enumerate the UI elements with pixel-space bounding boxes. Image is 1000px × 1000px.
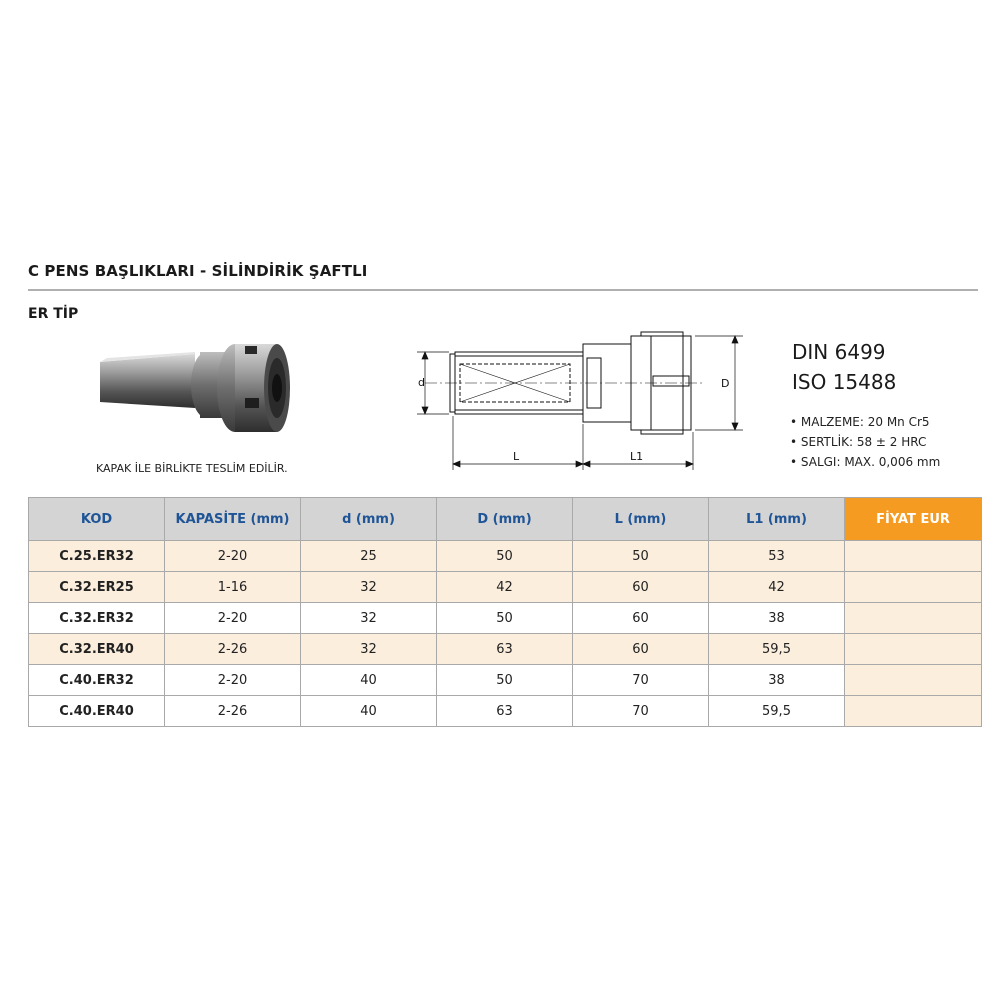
- cell-D: 42: [437, 572, 573, 603]
- cell-d: 25: [301, 541, 437, 572]
- cell-L1: 59,5: [709, 696, 845, 727]
- dim-label-L1: L1: [630, 450, 644, 463]
- spec-hardness: • SERTLİK: 58 ± 2 HRC: [790, 435, 927, 449]
- spec-material: • MALZEME: 20 Mn Cr5: [790, 415, 930, 429]
- cell-d: 40: [301, 696, 437, 727]
- cell-L1: 42: [709, 572, 845, 603]
- table-row: [29, 541, 982, 572]
- cell-L: 70: [573, 665, 709, 696]
- cell-price: [845, 665, 982, 696]
- product-caption: KAPAK İLE BİRLİKTE TESLİM EDİLİR.: [96, 462, 288, 475]
- table-row: [29, 696, 982, 727]
- page-title: C PENS BAŞLIKLARI - SİLİNDİRİK ŞAFTLI: [28, 262, 368, 280]
- cell-L: 60: [573, 572, 709, 603]
- title-divider: [28, 289, 978, 291]
- cell-d: 32: [301, 603, 437, 634]
- collet-chuck-photo: [95, 340, 295, 450]
- dim-label-L: L: [513, 450, 520, 463]
- cell-code: C.40.ER32: [29, 665, 165, 696]
- col-header-price: FİYAT EUR: [845, 498, 982, 541]
- cell-D: 50: [437, 541, 573, 572]
- standard-din: DIN 6499: [792, 340, 886, 364]
- cell-D: 63: [437, 634, 573, 665]
- cell-L: 60: [573, 634, 709, 665]
- cell-code: C.32.ER25: [29, 572, 165, 603]
- standard-iso: ISO 15488: [792, 370, 897, 394]
- dim-label-D: D: [721, 377, 730, 390]
- spec-list: [790, 412, 940, 472]
- section-subtitle: ER TİP: [28, 306, 79, 322]
- table-row: [29, 572, 982, 603]
- technical-drawing: [405, 330, 750, 475]
- cell-capacity: 2-26: [165, 634, 301, 665]
- cell-d: 40: [301, 665, 437, 696]
- cell-d: 32: [301, 572, 437, 603]
- cell-price: [845, 541, 982, 572]
- col-header-kapasite: KAPASİTE (mm): [165, 498, 301, 541]
- cell-code: C.40.ER40: [29, 696, 165, 727]
- cell-price: [845, 634, 982, 665]
- cell-price: [845, 603, 982, 634]
- col-header-L: L (mm): [573, 498, 709, 541]
- cell-capacity: 2-26: [165, 696, 301, 727]
- spec-runout: • SALGI: MAX. 0,006 mm: [790, 455, 941, 469]
- cell-L1: 59,5: [709, 634, 845, 665]
- cell-d: 32: [301, 634, 437, 665]
- cell-L1: 38: [709, 665, 845, 696]
- cell-code: C.25.ER32: [29, 541, 165, 572]
- col-header-d: d (mm): [301, 498, 437, 541]
- cell-capacity: 1-16: [165, 572, 301, 603]
- cell-L: 50: [573, 541, 709, 572]
- dim-label-d: d: [418, 376, 425, 389]
- cell-D: 50: [437, 665, 573, 696]
- cell-L1: 38: [709, 603, 845, 634]
- cell-D: 63: [437, 696, 573, 727]
- cell-price: [845, 572, 982, 603]
- table-row: [29, 665, 982, 696]
- cell-code: C.32.ER32: [29, 603, 165, 634]
- table-header-row: [29, 498, 982, 541]
- table-row: [29, 603, 982, 634]
- cell-price: [845, 696, 982, 727]
- col-header-L1: L1 (mm): [709, 498, 845, 541]
- cell-code: C.32.ER40: [29, 634, 165, 665]
- cell-capacity: 2-20: [165, 541, 301, 572]
- cell-D: 50: [437, 603, 573, 634]
- cell-capacity: 2-20: [165, 665, 301, 696]
- col-header-kod: KOD: [29, 498, 165, 541]
- col-header-D: D (mm): [437, 498, 573, 541]
- cell-L1: 53: [709, 541, 845, 572]
- cell-L: 60: [573, 603, 709, 634]
- product-table: [28, 497, 982, 727]
- table-row: [29, 634, 982, 665]
- cell-capacity: 2-20: [165, 603, 301, 634]
- cell-L: 70: [573, 696, 709, 727]
